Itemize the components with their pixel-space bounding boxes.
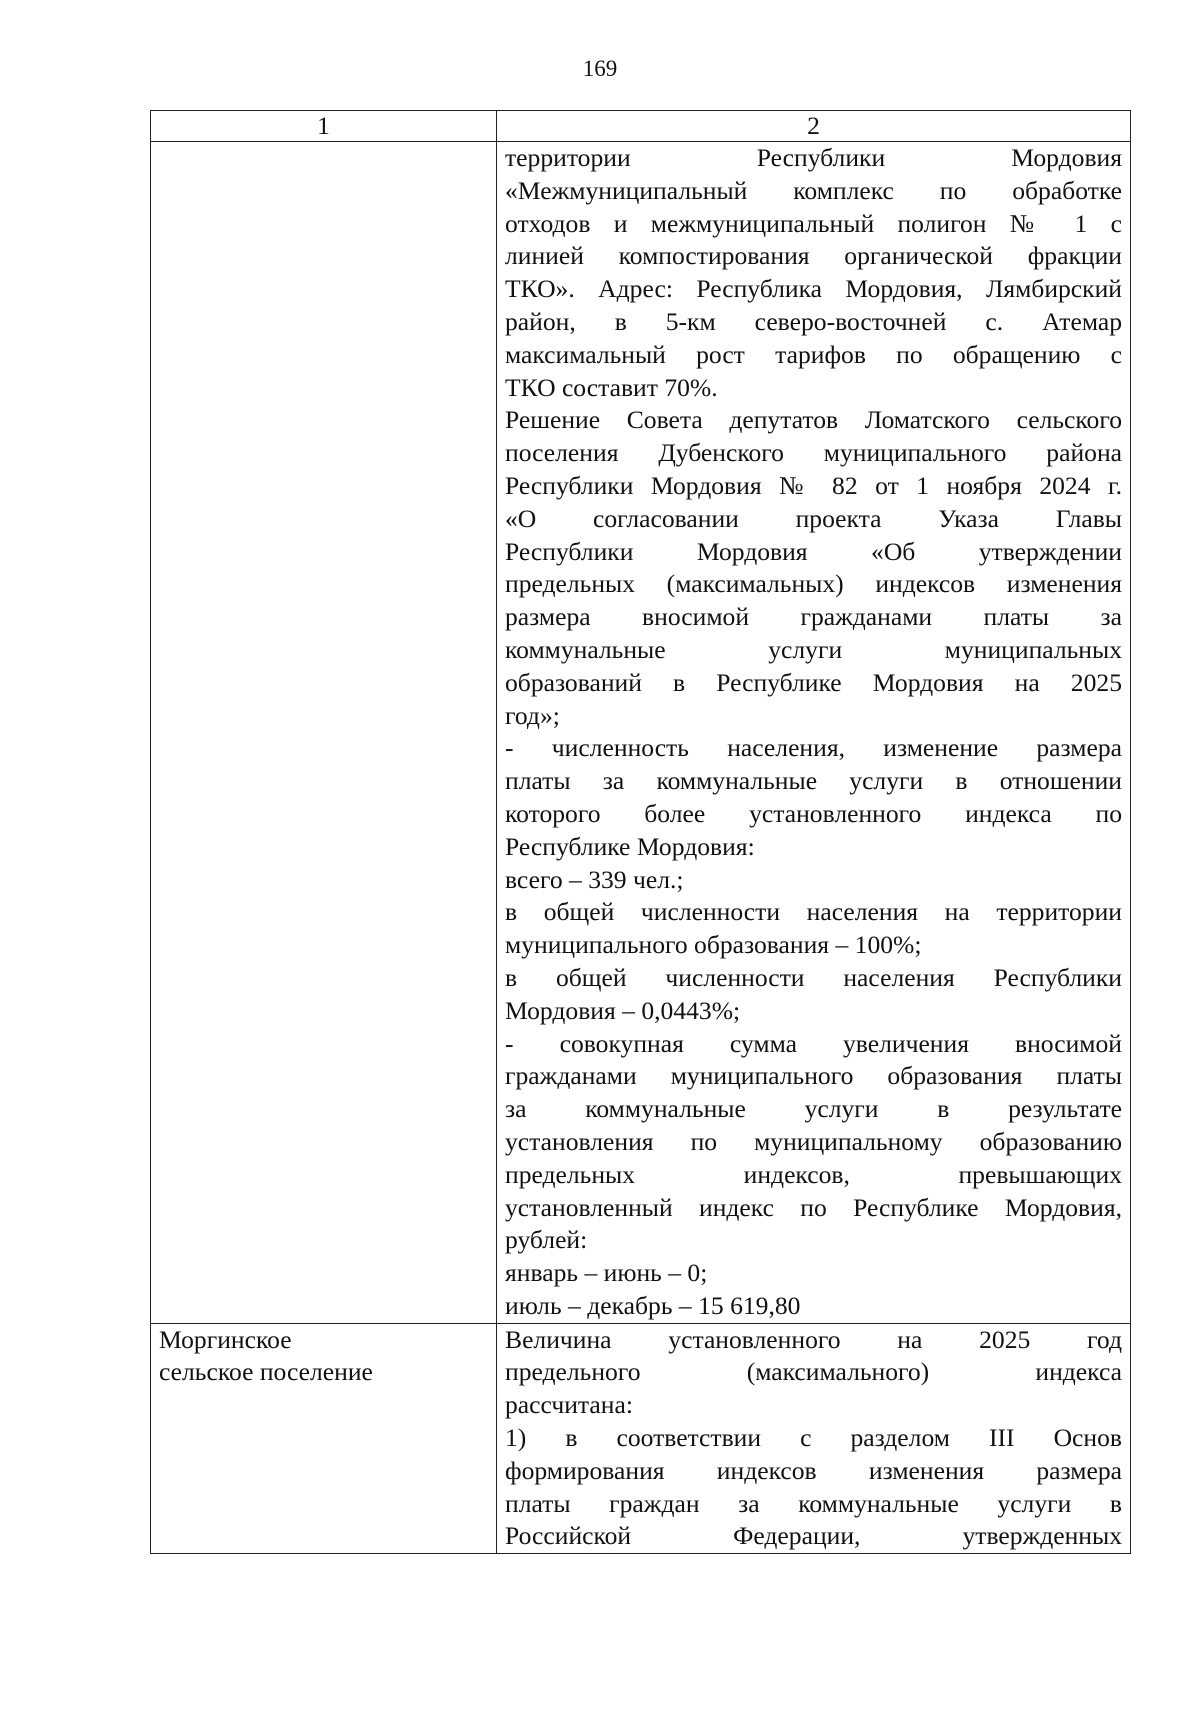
text-line: размера вносимой гражданами платы за xyxy=(505,602,1122,632)
column-header-2: 2 xyxy=(497,111,1131,142)
text-line: поселения Дубенского муниципального района xyxy=(505,438,1122,468)
text-line: предельных (максимальных) индексов изменения xyxy=(505,569,1122,599)
text-line: район, в 5-км северо-восточней с. Атемар xyxy=(505,306,1122,336)
text-line: отходов и межмуниципальный полигон № 1 с xyxy=(505,208,1122,238)
row1-col2-cell xyxy=(497,142,1131,1324)
text-line: в общей численности населения Республики xyxy=(505,962,1122,992)
text-line: установленный индекс по Республике Мордовия, xyxy=(505,1192,1122,1222)
text-line: формирования индексов изменения размера xyxy=(505,1455,1122,1485)
text-line: рублей: xyxy=(505,1225,588,1255)
text-line: - численность населения, изменение размера xyxy=(505,733,1122,763)
text-line: Республики Мордовия № 82 от 1 ноября 2024 г. xyxy=(505,470,1122,500)
text-line: Решение Совета депутатов Ломатского сельского xyxy=(505,405,1122,435)
text-line: максимальный рост тарифов по обращению с xyxy=(505,339,1122,369)
text-line: платы за коммунальные услуги в отношении xyxy=(505,766,1122,796)
text-line: «О согласовании проекта Указа Главы xyxy=(505,503,1122,533)
text-line: Республики Мордовия «Об утверждении xyxy=(505,536,1122,566)
text-line: за коммунальные услуги в результате xyxy=(505,1094,1122,1124)
text-line: образований в Республике Мордовия на 2025 xyxy=(505,667,1122,697)
text-line: предельного (максимального) индекса xyxy=(505,1357,1122,1387)
table-row xyxy=(151,142,1131,1324)
page-number: 169 xyxy=(582,56,618,81)
settlement-name-line: сельское поселение xyxy=(159,1357,373,1387)
row1-col1-cell xyxy=(151,142,497,1324)
settlement-name-line: Моргинское xyxy=(159,1324,292,1354)
text-line: Российской Федерации, утвержденных xyxy=(505,1521,1122,1551)
text-line: всего – 339 чел.; xyxy=(505,864,684,894)
text-line: «Межмуниципальный комплекс по обработке xyxy=(505,175,1122,205)
text-line: коммунальные услуги муниципальных xyxy=(505,634,1122,664)
text-line: предельных индексов, превышающих xyxy=(505,1159,1122,1189)
text-line: рассчитана: xyxy=(505,1390,633,1420)
text-line: гражданами муниципального образования платы xyxy=(505,1061,1122,1091)
text-line: июль – декабрь – 15 619,80 xyxy=(505,1290,801,1320)
text-line: которого более установленного индекса по xyxy=(505,798,1122,828)
document-table xyxy=(150,110,1131,1554)
text-line: - совокупная сумма увеличения вносимой xyxy=(505,1028,1122,1058)
text-line: ТКО составит 70%. xyxy=(505,372,718,402)
text-line: территории Республики Мордовия xyxy=(505,143,1122,172)
table-row xyxy=(151,1323,1131,1554)
row2-col1-cell xyxy=(151,1323,497,1554)
text-line: ТКО». Адрес: Республика Мордовия, Лямбирский xyxy=(505,274,1122,304)
text-line: Величина установленного на 2025 год xyxy=(505,1324,1122,1354)
text-line: платы граждан за коммунальные услуги в xyxy=(505,1488,1122,1518)
row2-col2-cell xyxy=(497,1323,1131,1554)
text-line: линией компостирования органической фракции xyxy=(505,241,1122,271)
text-line: 1) в соответствии с разделом III Основ xyxy=(505,1423,1122,1453)
text-line: Мордовия – 0,0443%; xyxy=(505,995,741,1025)
text-line: муниципального образования – 100%; xyxy=(505,930,922,960)
text-line: год»; xyxy=(505,700,560,730)
text-line: январь – июнь – 0; xyxy=(505,1258,708,1288)
table-header-row xyxy=(151,111,1131,142)
text-line: установления по муниципальному образованию xyxy=(505,1126,1122,1156)
text-line: в общей численности населения на территории xyxy=(505,897,1122,927)
column-header-1: 1 xyxy=(151,111,497,142)
text-line: Республике Мордовия: xyxy=(505,831,755,861)
